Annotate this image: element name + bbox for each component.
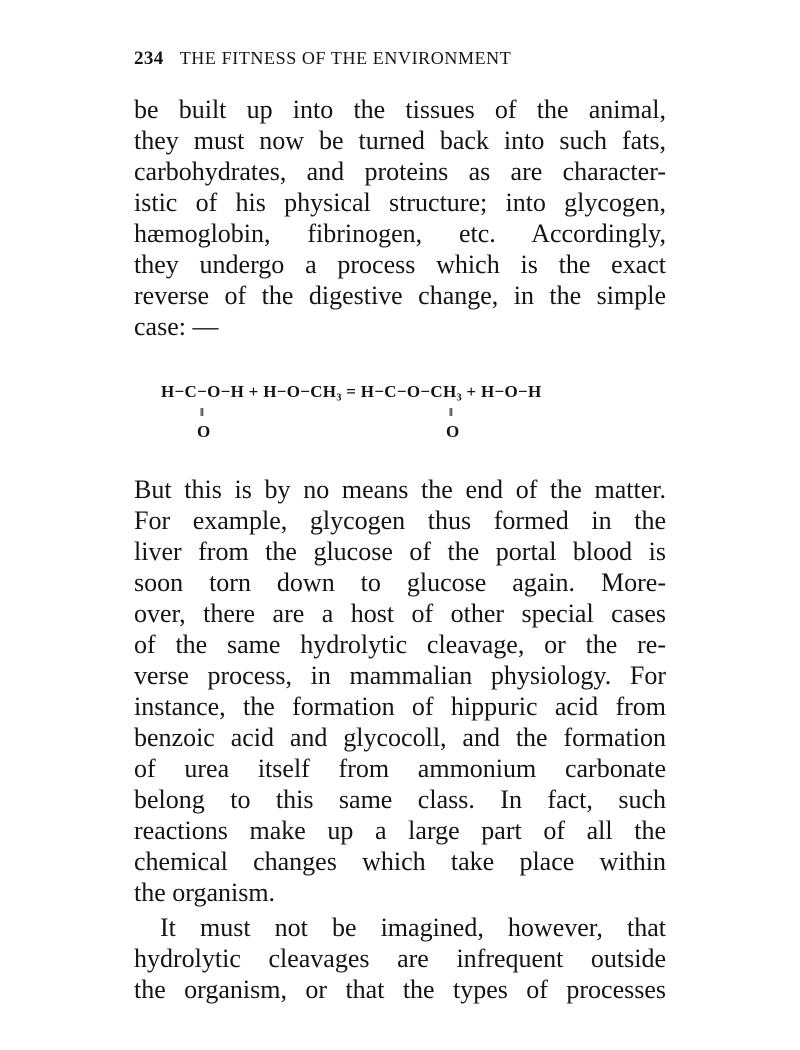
text-line: belong to this same class. In fact, such xyxy=(134,785,666,814)
page-number: 234 xyxy=(134,48,164,69)
paragraph-2 xyxy=(134,474,666,908)
text-line: they must now be turned back into such fats, xyxy=(134,126,666,155)
oxygen-left: O xyxy=(197,422,211,441)
oxygen-right: O xyxy=(446,422,460,441)
text-line: istic of his physical structure; into glycogen, xyxy=(134,188,666,217)
double-bond-right: ‖ xyxy=(449,405,454,419)
text-line: carbohydrates, and proteins as are character- xyxy=(134,157,666,186)
text-line: reverse of the digestive change, in the simple xyxy=(134,281,666,310)
text-line: of the same hydrolytic cleavage, or the re- xyxy=(134,630,666,659)
text-line: hydrolytic cleavages are infrequent outside xyxy=(134,944,666,973)
text-line: But this is by no means the end of the matter. xyxy=(134,475,666,504)
paragraph-3 xyxy=(134,912,666,1005)
text-line: reactions make up a large part of all the xyxy=(134,816,666,845)
text-line: chemical changes which take place within xyxy=(134,847,666,876)
text-line: For example, glycogen thus formed in the xyxy=(134,506,666,535)
text-line: the organism. xyxy=(134,878,276,907)
text-line: benzoic acid and glycocoll, and the formation xyxy=(134,723,666,752)
text-line: case: — xyxy=(134,312,219,341)
text-line: verse process, in mammalian physiology. For xyxy=(134,661,666,690)
text-line: be built up into the tissues of the animal, xyxy=(134,95,666,124)
text-line: the organism, or that the types of processes xyxy=(134,975,666,1004)
chemical-equation xyxy=(134,360,666,452)
paragraph-1 xyxy=(134,94,666,342)
double-bond-left: ‖ xyxy=(200,405,205,419)
running-title: THE FITNESS OF THE ENVIRONMENT xyxy=(179,48,512,68)
running-head xyxy=(134,48,666,82)
text-line: instance, the formation of hippuric acid from xyxy=(134,692,666,721)
text-line: liver from the glucose of the portal blood is xyxy=(134,537,666,566)
text-line: It must not be imagined, however, that xyxy=(160,913,666,942)
text-line: of urea itself from ammonium carbonate xyxy=(134,754,666,783)
text-line: hæmoglobin, fibrinogen, etc. Accordingly, xyxy=(134,219,666,248)
book-page xyxy=(134,48,666,1005)
text-line: soon torn down to glucose again. More- xyxy=(134,568,666,597)
text-line: they undergo a process which is the exact xyxy=(134,250,666,279)
text-line: over, there are a host of other special cases xyxy=(134,599,666,628)
equation-main-line: H−C−O−H + H−O−CH₃ = H−C−O−CH₃ + H−O−H xyxy=(161,382,542,401)
